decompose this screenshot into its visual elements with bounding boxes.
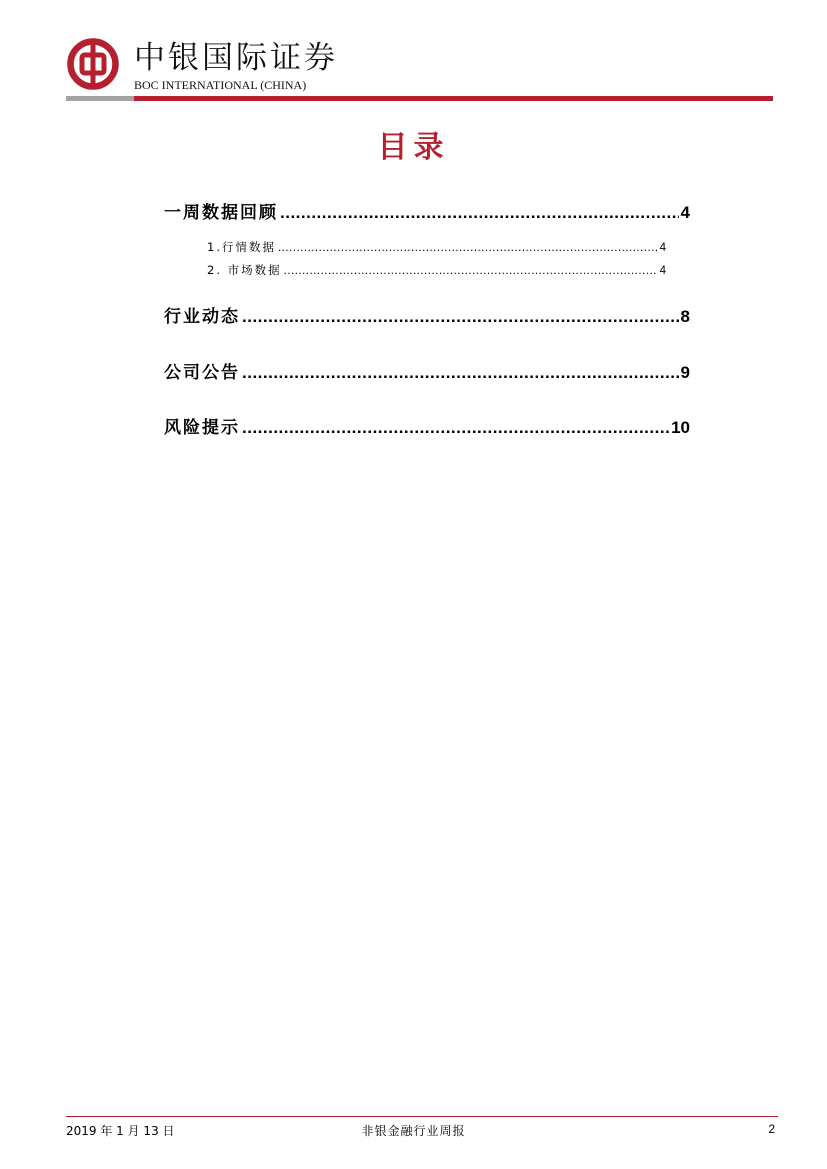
toc-entry-label: 风险提示	[164, 418, 240, 438]
brand-name-cn: 中银国际证券	[134, 40, 338, 76]
toc-entry-page: 8	[680, 307, 690, 326]
toc-entry-risk-warning[interactable]	[164, 413, 690, 438]
toc-entry-page: 4	[680, 203, 690, 222]
footer-page-number: 2	[768, 1122, 775, 1136]
toc-entry-industry-news[interactable]	[164, 302, 690, 327]
toc-entry-weekly-data-review[interactable]	[164, 198, 690, 223]
toc-entry-page: 4	[659, 265, 666, 277]
toc-entry-label: 公司公告	[164, 363, 240, 383]
boc-logo-icon	[67, 38, 119, 90]
footer-rule	[66, 1116, 778, 1117]
toc-entry-market-data[interactable]	[207, 262, 666, 278]
toc-leader-dots	[242, 307, 679, 327]
footer-report-title: 非银金融行业周报	[361, 1124, 466, 1138]
header-rule-gray	[66, 96, 134, 101]
toc-entry-company-announcements[interactable]	[164, 358, 690, 383]
toc-leader-dots	[242, 418, 669, 438]
toc-leader-dots	[284, 265, 658, 277]
toc-leader-dots	[280, 203, 679, 223]
toc-entry-page: 4	[659, 242, 666, 254]
footer-date: 2019 年 1 月 13 日	[66, 1124, 175, 1138]
toc-leader-dots	[242, 363, 679, 383]
toc-entry-page: 10	[671, 418, 690, 437]
brand-name-en: BOC INTERNATIONAL (CHINA)	[134, 78, 307, 92]
toc-entry-page: 9	[680, 363, 690, 382]
toc-entry-market-quotes[interactable]	[207, 239, 666, 255]
toc-entry-label: 行业动态	[164, 307, 240, 327]
toc-entry-label: 1.行情数据	[207, 240, 276, 254]
toc-title: 目录	[377, 130, 450, 165]
toc-entry-label: 一周数据回顾	[164, 203, 278, 223]
toc-entry-label: 2. 市场数据	[207, 263, 282, 277]
toc-leader-dots	[278, 242, 658, 254]
header-rule-red	[134, 96, 773, 101]
